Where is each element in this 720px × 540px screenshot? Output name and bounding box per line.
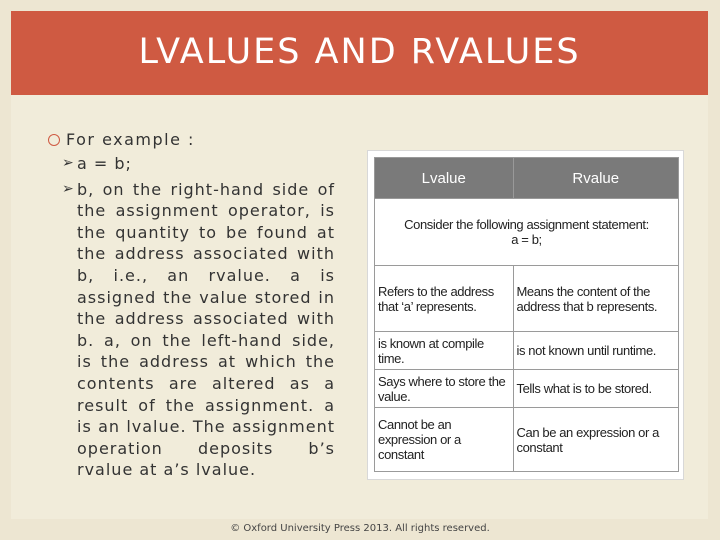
slide-title: LVALUES AND RVALUES (138, 32, 581, 72)
comparison-table-image (367, 150, 684, 480)
table-header-row (375, 158, 679, 199)
span-line: Consider the following assignment statement: (404, 217, 649, 232)
sub-bullet-text: b, on the right-hand side of the assignment operator, is the quantity to be found at the address associated with b, i.e., an rvalue. a is assigned the value stored in the address associated with b. a, on the left-hand side, is the address at which the contents are altered as a result of the assignment. a is an lvalue. The assignment operation deposits b’s rvalue at a’s lvalue. (77, 179, 335, 480)
table-cell: Cannot be an expression or a constant (375, 408, 514, 472)
bullet-item (48, 130, 348, 149)
table-row (375, 332, 679, 370)
table-cell: is not known until runtime. (513, 332, 679, 370)
table-row (375, 408, 679, 472)
copyright-footer: © Oxford University Press 2013. All rights reserved. (230, 523, 490, 534)
sub-bullet-item (62, 179, 348, 481)
table-cell: Says where to store the value. (375, 370, 514, 408)
span-line: a = b; (511, 232, 542, 247)
table-cell: Tells what is to be stored. (513, 370, 679, 408)
table-cell: Refers to the address that ‘a’ represents. (375, 266, 514, 332)
bullet-list (48, 130, 348, 481)
table-cell: Means the content of the address that b represents. (513, 266, 679, 332)
arrow-bullet-icon: ➢ (62, 180, 74, 197)
bullet-text: For example : (66, 130, 195, 149)
sub-bullet-item (62, 153, 348, 175)
table-row (375, 199, 679, 266)
sub-bullet-text: a = b; (77, 154, 132, 173)
table-row (375, 370, 679, 408)
table-cell: is known at compile time. (375, 332, 514, 370)
table-row (375, 266, 679, 332)
comparison-table (374, 157, 679, 472)
table-cell: Can be an expression or a constant (513, 408, 679, 472)
header-rvalue: Rvalue (513, 158, 679, 199)
ring-bullet-icon (48, 134, 60, 146)
arrow-bullet-icon: ➢ (62, 155, 74, 171)
table-cell (375, 199, 679, 266)
header-lvalue: Lvalue (375, 158, 514, 199)
